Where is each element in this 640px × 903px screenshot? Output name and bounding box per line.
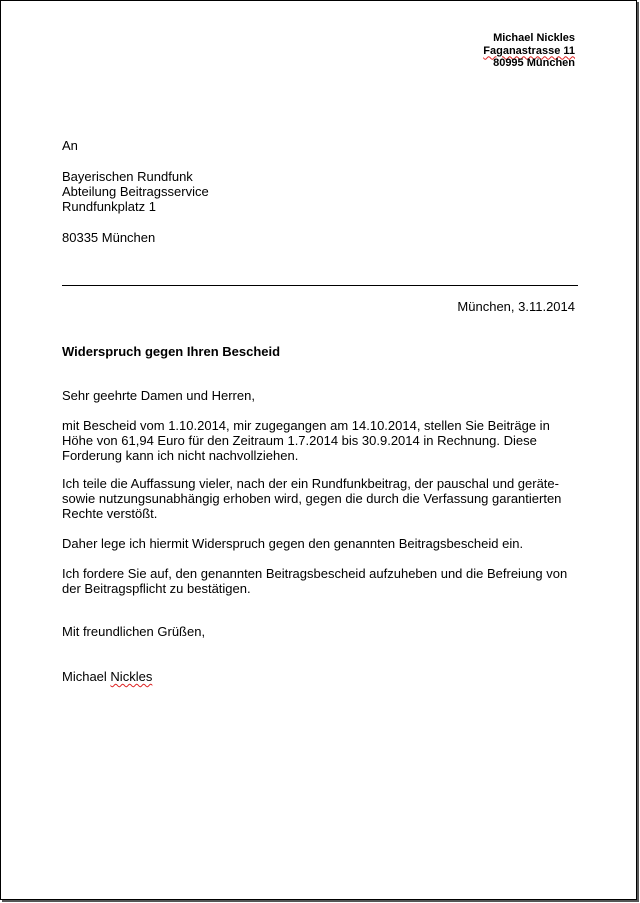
sender-name: Michael Nickles bbox=[493, 32, 575, 44]
date-line: München, 3.11.2014 bbox=[457, 299, 575, 314]
header-divider bbox=[62, 285, 578, 286]
salutation: Sehr geehrte Damen und Herren, bbox=[62, 388, 255, 403]
recipient-address bbox=[62, 169, 578, 214]
recipient-to-label: An bbox=[62, 138, 78, 153]
subject-line: Widerspruch gegen Ihren Bescheid bbox=[62, 344, 281, 359]
paragraph-line: der Beitragspflicht zu bestätigen. bbox=[62, 581, 251, 596]
paragraph-line: Daher lege ich hiermit Widerspruch gegen den genannten Beitragsbescheid ein. bbox=[62, 536, 524, 551]
paragraph-line: Forderung kann ich nicht nachvollziehen. bbox=[62, 448, 299, 463]
recipient-city: 80335 München bbox=[62, 230, 156, 245]
paragraph-1 bbox=[62, 418, 578, 463]
recipient-org: Bayerischen Rundfunk bbox=[62, 169, 193, 184]
signature-last-name: Nickles bbox=[110, 669, 153, 684]
recipient-street: Rundfunkplatz 1 bbox=[62, 199, 156, 214]
paragraph-4 bbox=[62, 566, 578, 596]
sender-street bbox=[483, 45, 575, 58]
signature bbox=[62, 669, 578, 684]
sender-address bbox=[483, 32, 575, 70]
sender-city: 80995 München bbox=[493, 57, 575, 69]
paragraph-3 bbox=[62, 536, 578, 551]
paragraph-line: sowie nutzungsunabhängig erhoben wird, gegen die durch die Verfassung garantierten bbox=[62, 491, 562, 506]
paragraph-line: Höhe von 61,94 Euro für den Zeitraum 1.7.2014 bis 30.9.2014 in Rechnung. Diese bbox=[62, 433, 537, 448]
paragraph-2 bbox=[62, 476, 578, 521]
recipient-department: Abteilung Beitragsservice bbox=[62, 184, 209, 199]
paragraph-line: Ich teile die Auffassung vieler, nach der ein Rundfunkbeitrag, der pauschal und geräte- bbox=[62, 476, 559, 491]
paragraph-line: Ich fordere Sie auf, den genannten Beitragsbescheid aufzuheben und die Befreiung von bbox=[62, 566, 568, 581]
signature-first-name: Michael bbox=[62, 669, 107, 684]
sender-street-text: Faganastrasse 11 bbox=[483, 44, 575, 57]
paragraph-line: mit Bescheid vom 1.10.2014, mir zugegangen am 14.10.2014, stellen Sie Beiträge in bbox=[62, 418, 550, 433]
paragraph-line: Rechte verstößt. bbox=[62, 506, 158, 521]
closing: Mit freundlichen Grüßen, bbox=[62, 624, 206, 639]
